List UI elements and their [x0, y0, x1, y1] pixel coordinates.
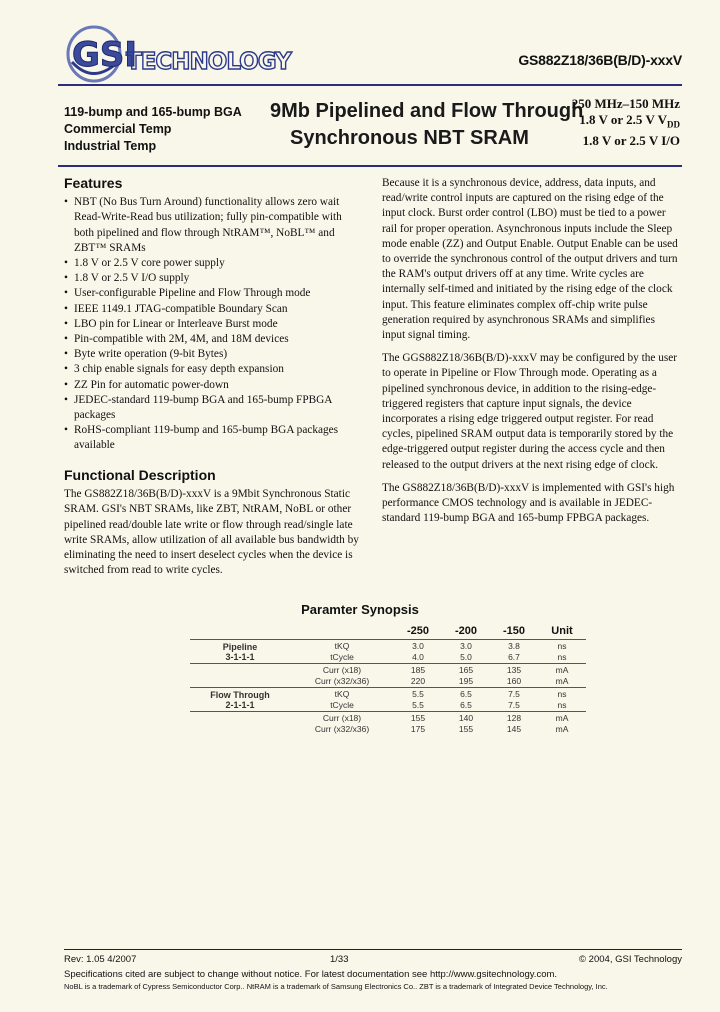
- spec-io: 1.8 V or 2.5 V I/O: [582, 132, 680, 148]
- table-row: Curr (x18) 155 140 128 mA: [190, 712, 586, 724]
- part-number: GS882Z18/36B(B/D)-xxxV: [518, 52, 682, 68]
- spec-vdd: 1.8 V or 2.5 V $V_{DD}$: [579, 112, 680, 130]
- footer-trademarks: NoBL is a trademark of Cypress Semiconductor Corp.. NtRAM is a trademark of Samsung Electronics Co.. ZBT is a trademark of Integrated Device Technology, Inc.: [64, 982, 608, 991]
- table-row: Curr (x32/x36) 220 195 160 mA: [314, 676, 569, 687]
- title-line-2: Synchronous NBT SRAM: [290, 127, 529, 149]
- table-row: Curr (x18) 185 165 135 mA: [190, 664, 586, 676]
- package-info: [64, 104, 242, 155]
- feature-item: • IEEE 1149.1 JTAG-compatible Boundary Scan: [64, 302, 364, 317]
- features-section: [64, 176, 364, 454]
- table-row: tCycle 4.0 5.0 6.7 ns: [330, 652, 567, 663]
- feature-item: • User-configurable Pipeline and Flow Through mode: [64, 286, 364, 301]
- col-250: -250: [406, 625, 430, 637]
- title-line-1: 9Mb Pipelined and Flow Through: [270, 100, 584, 122]
- svg-text:GSI: GSI: [72, 35, 138, 75]
- temp-line-industrial: Industrial Temp: [64, 139, 157, 153]
- feature-item: • ZZ Pin for automatic power-down: [64, 378, 364, 393]
- paragraph-modes: The GGS882Z18/36B(B/D)-xxxV may be configured by the user to operate in Pipeline or Flow Through mode. Operating as a pipelined synchronous device, in addition to the rising-edge-triggered registers that capture input signals, the device incorporates a rising edge triggered output register. For read cycles, pipelined SRAM output data is temporarily stored by the edge-triggered output register during the access cycle and then released to the output drivers at the next rising edge of clock.: [382, 352, 678, 471]
- group-label-flow-through: Flow Through 2-1-1-1: [190, 688, 290, 712]
- table-row: Curr (x32/x36) 175 155 145 mA: [314, 724, 569, 735]
- parameter-synopsis-table: [190, 623, 586, 735]
- feature-item: • RoHS-compliant 119-bump and 165-bump BGA packages available: [64, 423, 364, 453]
- spec-frequency: 250 MHz–150 MHz: [571, 96, 680, 111]
- table-row: tCycle 5.5 6.5 7.5 ns: [330, 700, 567, 711]
- table-row: Flow Through 2-1-1-1 tKQ 5.5 6.5 7.5 ns: [190, 688, 586, 700]
- features-heading: Features: [64, 175, 123, 191]
- group-label-pipeline: Pipeline 3-1-1-1: [190, 640, 290, 664]
- functional-heading: Functional Description: [64, 467, 216, 483]
- svg-text:TECHNOLOGY: TECHNOLOGY: [126, 49, 291, 75]
- paragraph-sync: Because it is a synchronous device, address, data inputs, and read/write control inputs are captured on the rising edge of the input clock. Burst order control (LBO) must be tied to a power rail for proper operation. Asynchronous inputs include the Sleep mode enable (ZZ) and Output Enable. Output Enable can be used to override the synchronous control of the output drivers and turn the RAM's output drivers off at any time. Write cycles are internally self-timed and initiated by the rising edge of the clock input. This feature eliminates complex off-chip write pulse generation required by asynchronous SRAMs and simplifies input signal timing.: [382, 177, 678, 342]
- page-number: 1/33: [330, 954, 349, 965]
- temp-line-commercial: Commercial Temp: [64, 122, 172, 136]
- page-title: [270, 98, 583, 152]
- right-column-text: [382, 176, 680, 534]
- feature-item: • NBT (No Bus Turn Around) functionality allows zero wait Read-Write-Read bus utilization; fully pin-compatible with both pipelined and flow through NtRAM™, NoBL™ and ZBT™ SRAMs: [64, 195, 364, 256]
- table-header-row: [190, 623, 586, 640]
- revision: Rev: 1.05 4/2007: [64, 954, 137, 965]
- feature-item: • 1.8 V or 2.5 V core power supply: [64, 256, 364, 271]
- col-unit: Unit: [551, 625, 573, 637]
- paragraph-cmos: The GS882Z18/36B(B/D)-xxxV is implemented with GSI's high performance CMOS technology and is available in JEDEC-standard 119-bump BGA and 165-bump FPBGA packages.: [382, 481, 675, 525]
- feature-item: • 1.8 V or 2.5 V I/O supply: [64, 271, 364, 286]
- functional-text: The GS882Z18/36B(B/D)-xxxV is a 9Mbit Synchronous Static SRAM. GSI's NBT SRAMs, like ZBT, NtRAM, NoBL or other pipelined read/double late write or flow through read/single late write SRAMs, allow utilization of all available bus bandwidth by eliminating the need to insert deselect cycles when the device is switched from read to write cycles.: [64, 488, 359, 577]
- gsi-technology-logo: [64, 24, 291, 86]
- spec-summary: [572, 96, 680, 149]
- package-line: 119-bump and 165-bump BGA: [64, 105, 242, 119]
- col-150: -150: [502, 625, 526, 637]
- header-rule: [58, 84, 682, 86]
- feature-item: • LBO pin for Linear or Interleave Burst mode: [64, 317, 364, 332]
- synopsis-title: Paramter Synopsis: [301, 602, 419, 617]
- footer: [64, 954, 682, 991]
- feature-item: • Byte write operation (9-bit Bytes): [64, 347, 364, 362]
- col-200: -200: [454, 625, 478, 637]
- copyright: © 2004, GSI Technology: [579, 954, 682, 965]
- footer-notice: Specifications cited are subject to change without notice. For latest documentation see http://www.gsitechnology.com.: [64, 969, 558, 980]
- section-rule: [58, 165, 682, 167]
- feature-item: • Pin-compatible with 2M, 4M, and 18M devices: [64, 332, 364, 347]
- features-list: [64, 195, 364, 453]
- footer-rule: [64, 949, 682, 950]
- table-row: Pipeline 3-1-1-1 tKQ 3.0 3.0 3.8 ns: [190, 640, 586, 652]
- functional-description: [64, 468, 364, 586]
- feature-item: • JEDEC-standard 119-bump BGA and 165-bump FPBGA packages: [64, 393, 364, 423]
- feature-item: • 3 chip enable signals for easy depth expansion: [64, 362, 364, 377]
